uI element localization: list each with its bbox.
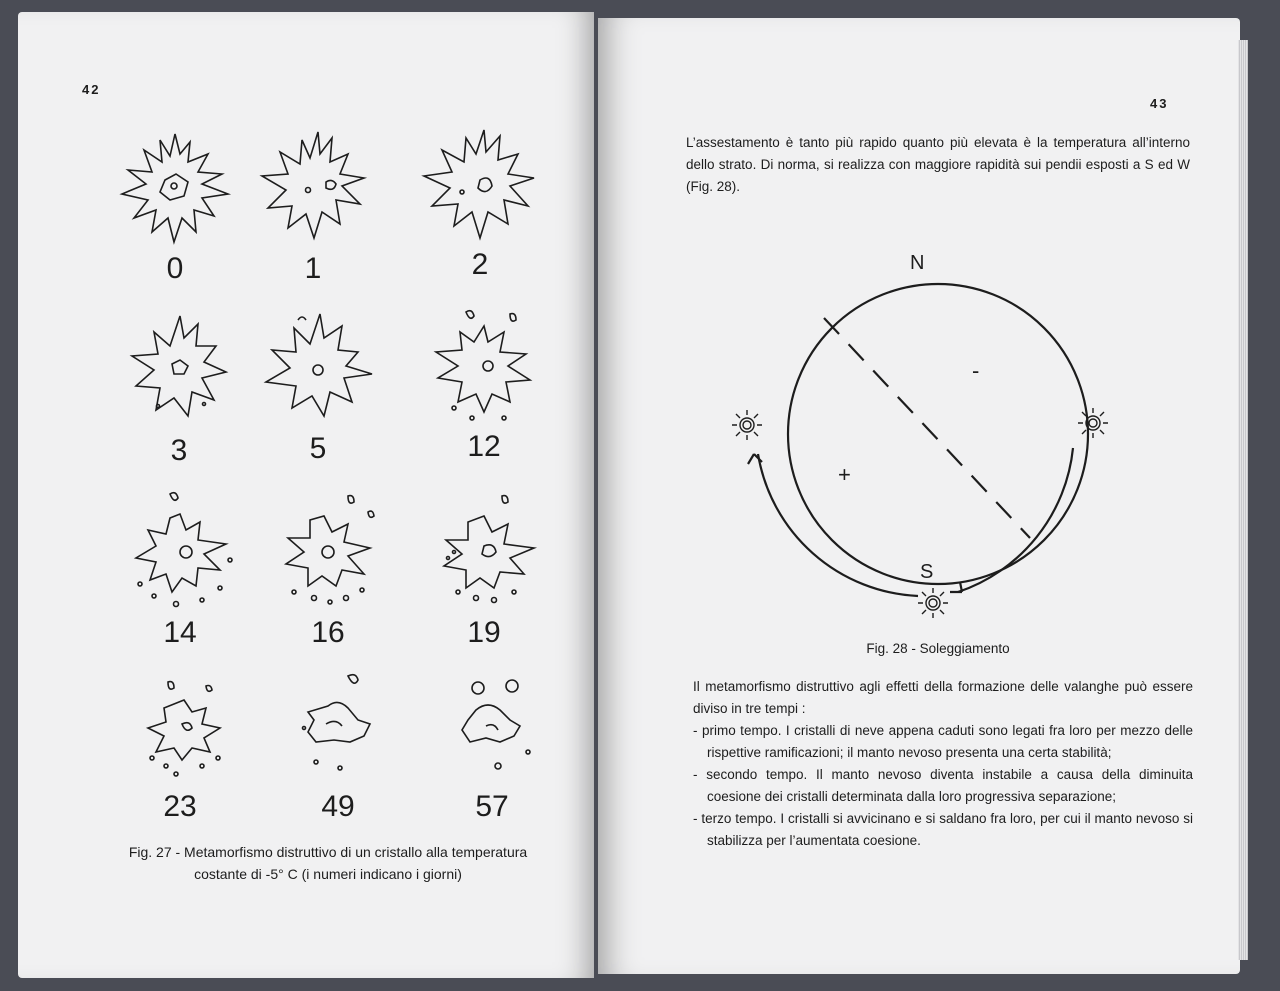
left-page: [18, 12, 594, 978]
dashed-divider: [824, 318, 1030, 538]
crystal-drawing: [114, 306, 244, 467]
crystal-drawing: [414, 488, 554, 649]
list-item: - secondo tempo. Il manto nevoso diventa instabile a causa della diminuita coesione dei cristalli determinata dalla loro progressiva separazione;: [693, 767, 1193, 804]
day-label: 57: [475, 790, 509, 823]
intro-paragraph: L’assestamento è tanto più rapido quanto più elevata è la temperatura all’interno dello strato. Di norma, si realizza con maggiore rapidità sui pendii esposti a S ed W (Fig. 28).: [686, 135, 1190, 194]
compass-south-label: S: [920, 561, 934, 583]
list-item: - primo tempo. I cristalli di neve appena caduti sono legati fra loro per mezzo delle rispettive ramificazioni; il manto nevoso presenta una certa stabilità;: [693, 723, 1193, 760]
right-page: [598, 18, 1240, 974]
day-label: 0: [166, 252, 184, 285]
compass-north-label: N: [910, 252, 925, 274]
day-label: 16: [311, 616, 345, 649]
page-number: 42: [82, 82, 101, 97]
list-item: - terzo tempo. I cristalli si avvicinano e si saldano fra loro, per cui il manto nevoso si stabilizza per l’aumentata coesione.: [693, 811, 1193, 848]
sun-icon: [730, 408, 764, 442]
crystal-drawing: [270, 666, 400, 823]
minus-sign: -: [972, 358, 980, 383]
figure-caption: [78, 841, 578, 885]
day-label: 12: [467, 430, 501, 463]
crystal-drawing: [410, 120, 550, 281]
body-intro: Il metamorfismo distruttivo agli effetti della formazione delle valanghe può essere diviso in tre tempi :: [693, 679, 1193, 716]
sun-exposure-diagram: [718, 258, 1158, 638]
caption-line: costante di -5° C (i numeri indicano i giorni): [194, 866, 462, 882]
page-number: 43: [1150, 96, 1169, 111]
crystal-drawing: [110, 488, 250, 649]
sun-icon: [1076, 406, 1110, 440]
crystal-drawing: [424, 666, 554, 823]
sun-path-arc: [958, 448, 1073, 592]
day-label: 49: [321, 790, 355, 823]
plus-sign: +: [838, 462, 851, 487]
crystal-drawing: [248, 304, 388, 465]
crystal-drawing: [118, 666, 248, 823]
crystal-drawing: [414, 302, 554, 463]
day-label: 23: [163, 790, 197, 823]
day-label: 5: [309, 432, 327, 465]
day-label: 14: [163, 616, 197, 649]
day-label: 3: [170, 434, 188, 467]
day-label: 19: [467, 616, 501, 649]
caption-line: Fig. 27 - Metamorfismo distruttivo di un cristallo alla temperatura: [128, 844, 528, 860]
sun-icon: [916, 586, 950, 620]
crystal-drawing: [110, 124, 240, 285]
crystal-drawing: [248, 124, 378, 285]
crystal-drawing: [258, 488, 398, 649]
figure-caption: Fig. 28 - Soleggiamento: [866, 641, 1010, 656]
page-edges: [1238, 40, 1248, 960]
body-text: [693, 676, 1193, 852]
day-label: 1: [304, 252, 322, 285]
day-label: 2: [471, 248, 489, 281]
